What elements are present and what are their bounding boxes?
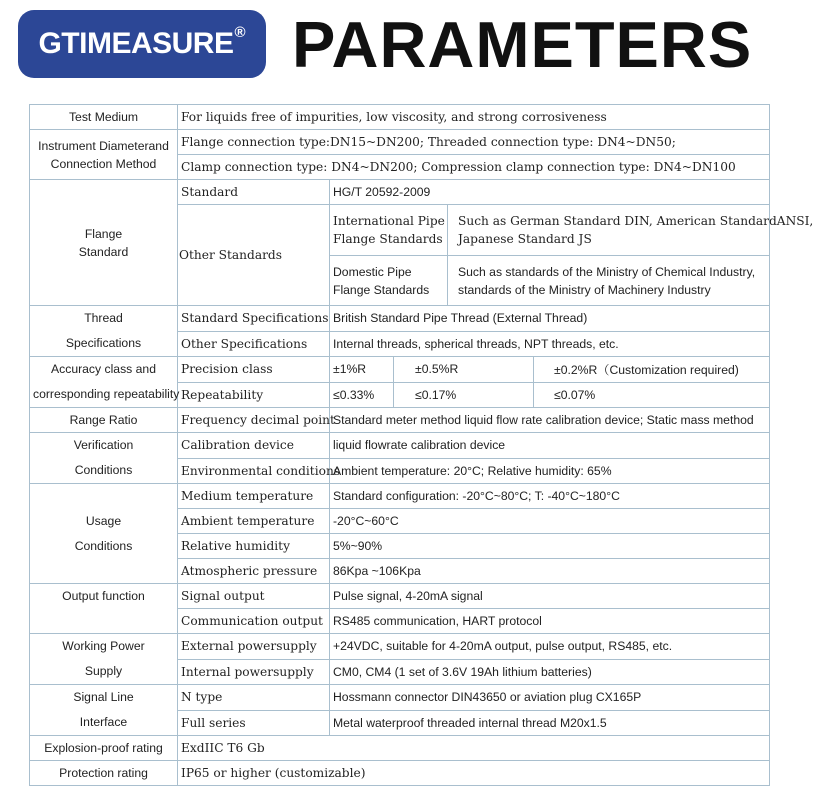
label-line: Flange Standards xyxy=(333,232,443,246)
row-value xyxy=(448,205,813,256)
label-line: Connection Method xyxy=(50,156,157,171)
sub-label: Relative humidity xyxy=(178,534,330,559)
sub-sub-label xyxy=(330,256,448,306)
table-row xyxy=(30,761,770,786)
label-line: Verification xyxy=(73,438,134,452)
label-line: Signal Line xyxy=(73,690,134,704)
brand-name: GTIMEASURE xyxy=(38,27,234,60)
row-value: Internal threads, spherical threads, NPT threads, etc. xyxy=(330,331,770,357)
sub-label: Standard Specifications xyxy=(178,306,330,332)
row-value: liquid flowrate calibration device xyxy=(330,433,770,459)
label-line: Conditions xyxy=(74,538,133,553)
table-row xyxy=(30,484,770,509)
label-line: Working Power xyxy=(62,639,145,653)
row-value: +24VDC, suitable for 4-20mA output, pulse output, RS485, etc. xyxy=(330,634,770,660)
row-value: Flange connection type:DN15~DN200; Threaded connection type: DN4~DN50; xyxy=(178,130,770,155)
row-label: Range Ratio xyxy=(30,408,178,433)
value-line: standards of the Ministry of Machinery Industry xyxy=(458,282,711,297)
sub-label: Standard xyxy=(178,180,330,205)
table-row xyxy=(30,634,770,660)
label-line: Interface xyxy=(79,715,128,729)
sub-label: Calibration device xyxy=(178,433,330,459)
label-line: Flange xyxy=(84,226,123,241)
sub-sub-label xyxy=(330,205,448,256)
sub-label: Environmental conditions xyxy=(178,458,330,484)
row-value: 86Kpa ~106Kpa xyxy=(330,559,770,584)
value-line: Such as German Standard DIN, American StandardANSI, xyxy=(458,214,813,228)
table-row xyxy=(30,130,770,155)
row-value: 5%~90% xyxy=(330,534,770,559)
label-line: Standard xyxy=(78,244,129,259)
table-row xyxy=(30,180,770,205)
row-value xyxy=(448,256,770,306)
label-line: Supply xyxy=(84,664,123,678)
table-row xyxy=(30,685,770,711)
table-row xyxy=(30,736,770,761)
page-title: PARAMETERS xyxy=(292,8,753,81)
label-line: corresponding repeatability xyxy=(33,387,180,401)
row-label: Explosion-proof rating xyxy=(30,736,178,761)
row-label xyxy=(30,180,178,306)
label-line: International Pipe xyxy=(333,214,445,228)
row-label xyxy=(30,484,178,584)
label-line: Usage xyxy=(85,513,122,528)
sub-label: Repeatability xyxy=(178,382,330,408)
repeatability-value: ≤0.33% xyxy=(330,382,394,408)
sub-label: Atmospheric pressure xyxy=(178,559,330,584)
parameters-table xyxy=(29,104,813,786)
row-label xyxy=(30,634,178,685)
table-row xyxy=(30,306,770,332)
row-value: Ambient temperature: 20°C; Relative humidity: 65% xyxy=(330,458,770,484)
row-label xyxy=(30,584,178,634)
sub-label: Ambient temperature xyxy=(178,509,330,534)
row-label: Protection rating xyxy=(30,761,178,786)
sub-label: External powersupply xyxy=(178,634,330,660)
row-value: HG/T 20592-2009 xyxy=(330,180,770,205)
row-value: RS485 communication, HART protocol xyxy=(330,609,770,634)
sub-label: Internal powersupply xyxy=(178,659,330,685)
registered-mark: ® xyxy=(234,23,246,41)
sub-label: Communication output xyxy=(178,609,330,634)
label-line: Accuracy class and xyxy=(51,362,156,376)
label-line: Instrument Diameterand xyxy=(38,138,169,153)
precision-value: ±0.2%R（Customization required) xyxy=(534,357,770,383)
label-line: Flange Standards xyxy=(333,282,430,297)
repeatability-value: ≤0.17% xyxy=(394,382,534,408)
brand-logo xyxy=(18,10,266,78)
row-value: ExdIIC T6 Gb xyxy=(178,736,770,761)
row-value: For liquids free of impurities, low viscosity, and strong corrosiveness xyxy=(178,105,770,130)
label-line: Domestic Pipe xyxy=(333,264,412,279)
sub-label: Full series xyxy=(178,710,330,736)
row-value: Pulse signal, 4-20mA signal xyxy=(330,584,770,609)
row-label xyxy=(30,357,178,408)
row-value: Standard configuration: -20°C~80°C; T: -40°C~180°C xyxy=(330,484,770,509)
table-row xyxy=(30,408,770,433)
row-value: CM0, CM4 (1 set of 3.6V 19Ah lithium batteries) xyxy=(330,659,770,685)
row-value: Metal waterproof threaded internal thread M20x1.5 xyxy=(330,710,770,736)
row-value: Clamp connection type: DN4~DN200; Compression clamp connection type: DN4~DN100 xyxy=(178,155,770,180)
value-line: Japanese Standard JS xyxy=(458,232,592,246)
sub-label: Frequency decimal point xyxy=(178,408,330,433)
row-value: Hossmann connector DIN43650 or aviation plug CX165P xyxy=(330,685,770,711)
sub-label: Medium temperature xyxy=(178,484,330,509)
precision-value: ±0.5%R xyxy=(394,357,534,383)
row-value: Standard meter method liquid flow rate calibration device; Static mass method xyxy=(330,408,770,433)
row-value: -20°C~60°C xyxy=(330,509,770,534)
row-label: Test Medium xyxy=(30,105,178,130)
row-label xyxy=(30,685,178,736)
row-label xyxy=(30,130,178,180)
sub-label: N type xyxy=(178,685,330,711)
table-row xyxy=(30,357,770,383)
row-value: British Standard Pipe Thread (External Thread) xyxy=(330,306,770,332)
row-label xyxy=(30,433,178,484)
sub-label: Other Standards xyxy=(178,205,330,306)
table-row xyxy=(30,105,770,130)
row-label xyxy=(30,306,178,357)
table-row xyxy=(30,433,770,459)
label-line: Output function xyxy=(62,589,145,603)
value-line: Such as standards of the Ministry of Chemical Industry, xyxy=(458,264,756,279)
table-row xyxy=(30,584,770,609)
sub-label: Precision class xyxy=(178,357,330,383)
row-value: IP65 or higher (customizable) xyxy=(178,761,770,786)
precision-value: ±1%R xyxy=(330,357,394,383)
sub-label: Signal output xyxy=(178,584,330,609)
label-line: Thread xyxy=(84,311,123,325)
label-line: Specifications xyxy=(65,336,142,350)
repeatability-value: ≤0.07% xyxy=(534,382,770,408)
sub-label: Other Specifications xyxy=(178,331,330,357)
label-line: Conditions xyxy=(74,463,133,477)
